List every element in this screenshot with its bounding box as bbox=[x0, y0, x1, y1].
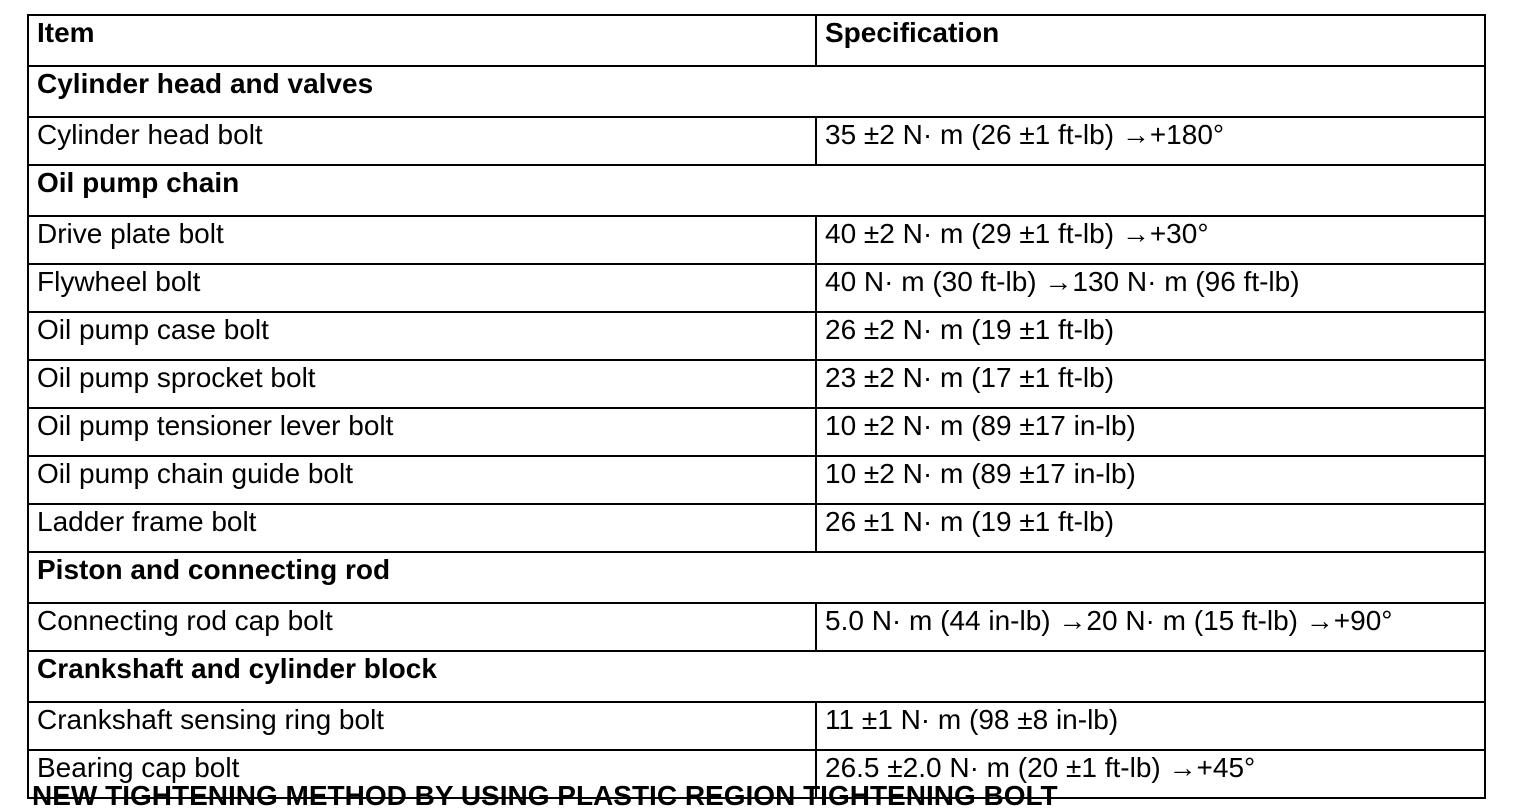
section-label: Crankshaft and cylinder block bbox=[28, 651, 1485, 702]
spec-cell: 40 ±2 N· m (29 ±1 ft-lb) →+30° bbox=[816, 216, 1485, 264]
spec-cell: 26 ±1 N· m (19 ±1 ft-lb) bbox=[816, 504, 1485, 552]
spec-cell: 10 ±2 N· m (89 ±17 in-lb) bbox=[816, 456, 1485, 504]
header-specification: Specification bbox=[816, 15, 1485, 66]
table-header-row bbox=[28, 15, 1485, 66]
item-cell: Oil pump sprocket bolt bbox=[28, 360, 816, 408]
section-label: Oil pump chain bbox=[28, 165, 1485, 216]
spec-cell: 23 ±2 N· m (17 ±1 ft-lb) bbox=[816, 360, 1485, 408]
section-label: Piston and connecting rod bbox=[28, 552, 1485, 603]
table-row bbox=[28, 117, 1485, 165]
item-cell: Connecting rod cap bolt bbox=[28, 603, 816, 651]
item-cell: Oil pump tensioner lever bolt bbox=[28, 408, 816, 456]
section-row bbox=[28, 552, 1485, 603]
item-cell: Ladder frame bolt bbox=[28, 504, 816, 552]
table-row bbox=[28, 264, 1485, 312]
item-cell: Cylinder head bolt bbox=[28, 117, 816, 165]
item-cell: Oil pump chain guide bolt bbox=[28, 456, 816, 504]
cut-off-heading: NEW TIGHTENING METHOD BY USING PLASTIC REGION TIGHTENING BOLT bbox=[32, 780, 1058, 811]
table-row bbox=[28, 408, 1485, 456]
header-item: Item bbox=[28, 15, 816, 66]
item-cell: Oil pump case bolt bbox=[28, 312, 816, 360]
section-row bbox=[28, 165, 1485, 216]
spec-cell: 5.0 N· m (44 in-lb) →20 N· m (15 ft-lb) →+90° bbox=[816, 603, 1485, 651]
item-cell: Drive plate bolt bbox=[28, 216, 816, 264]
item-cell: Crankshaft sensing ring bolt bbox=[28, 702, 816, 750]
table-row bbox=[28, 312, 1485, 360]
spec-cell: 35 ±2 N· m (26 ±1 ft-lb) →+180° bbox=[816, 117, 1485, 165]
spec-cell: 11 ±1 N· m (98 ±8 in-lb) bbox=[816, 702, 1485, 750]
table-row bbox=[28, 360, 1485, 408]
table-row bbox=[28, 702, 1485, 750]
table-row bbox=[28, 456, 1485, 504]
item-cell: Flywheel bolt bbox=[28, 264, 816, 312]
table-row bbox=[28, 504, 1485, 552]
spec-cell: 26 ±2 N· m (19 ±1 ft-lb) bbox=[816, 312, 1485, 360]
section-row bbox=[28, 66, 1485, 117]
table-row bbox=[28, 216, 1485, 264]
spec-cell: 40 N· m (30 ft-lb) →130 N· m (96 ft-lb) bbox=[816, 264, 1485, 312]
torque-spec-table bbox=[27, 14, 1486, 799]
spec-cell: 10 ±2 N· m (89 ±17 in-lb) bbox=[816, 408, 1485, 456]
section-label: Cylinder head and valves bbox=[28, 66, 1485, 117]
item-cell: Bearing cap bolt bbox=[28, 750, 816, 798]
section-row bbox=[28, 651, 1485, 702]
spec-cell: 26.5 ±2.0 N· m (20 ±1 ft-lb) →+45° bbox=[816, 750, 1485, 798]
table-row bbox=[28, 603, 1485, 651]
